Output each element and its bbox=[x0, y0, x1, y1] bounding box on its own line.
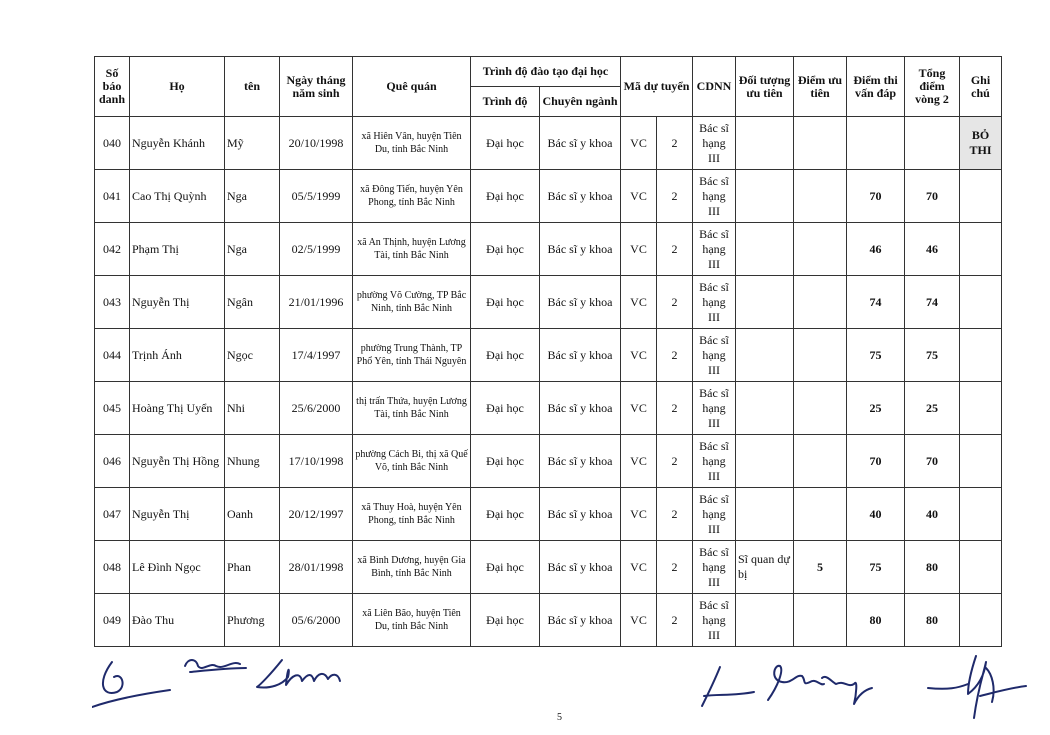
cell-trinh-do: Đại học bbox=[471, 382, 540, 435]
header-ngay-sinh: Ngày tháng năm sinh bbox=[280, 57, 353, 117]
cell-ghi-chu bbox=[960, 488, 1002, 541]
header-ten: tên bbox=[225, 57, 280, 117]
table-row bbox=[95, 541, 1002, 594]
cell-doi-tuong bbox=[736, 382, 794, 435]
cell-diem-uu-tien bbox=[794, 488, 847, 541]
cell-doi-tuong bbox=[736, 435, 794, 488]
cell-ghi-chu bbox=[960, 541, 1002, 594]
cell-doi-tuong bbox=[736, 223, 794, 276]
cell-que-quan: xã Đông Tiến, huyện Yên Phong, tỉnh Bắc Ninh bbox=[353, 170, 471, 223]
cell-ten: Mỹ bbox=[225, 117, 280, 170]
table-row bbox=[95, 594, 1002, 647]
cell-chuyen-nganh: Bác sĩ y khoa bbox=[540, 170, 621, 223]
header-trinh-do: Trình độ bbox=[471, 87, 540, 117]
cell-tong-diem: 75 bbox=[905, 329, 960, 382]
cell-tong-diem: 46 bbox=[905, 223, 960, 276]
cell-ho: Cao Thị Quỳnh bbox=[130, 170, 225, 223]
cell-ghi-chu bbox=[960, 170, 1002, 223]
cell-diem-thi: 46 bbox=[847, 223, 905, 276]
cell-trinh-do: Đại học bbox=[471, 435, 540, 488]
cell-que-quan: xã Thuy Hoà, huyện Yên Phong, tỉnh Bắc Ninh bbox=[353, 488, 471, 541]
cell-tong-diem: 80 bbox=[905, 594, 960, 647]
cell-chuyen-nganh: Bác sĩ y khoa bbox=[540, 488, 621, 541]
header-diem-uu-tien: Điểm ưu tiên bbox=[794, 57, 847, 117]
cell-chuyen-nganh: Bác sĩ y khoa bbox=[540, 594, 621, 647]
table-row bbox=[95, 435, 1002, 488]
cell-diem-thi: 75 bbox=[847, 329, 905, 382]
cell-so-bao-danh: 041 bbox=[95, 170, 130, 223]
table-row bbox=[95, 329, 1002, 382]
cell-trinh-do: Đại học bbox=[471, 488, 540, 541]
cell-ma-so: 2 bbox=[657, 382, 693, 435]
cell-ghi-chu bbox=[960, 329, 1002, 382]
signature-4 bbox=[698, 662, 758, 712]
cell-so-bao-danh: 040 bbox=[95, 117, 130, 170]
signature-7 bbox=[918, 648, 1030, 723]
cell-doi-tuong bbox=[736, 329, 794, 382]
cell-ma-du-tuyen: VC bbox=[621, 329, 657, 382]
cell-diem-uu-tien bbox=[794, 382, 847, 435]
cell-ho: Nguyễn Thị bbox=[130, 276, 225, 329]
signature-1 bbox=[92, 652, 172, 712]
cell-ghi-chu bbox=[960, 276, 1002, 329]
cell-ho: Nguyễn Khánh bbox=[130, 117, 225, 170]
cell-trinh-do: Đại học bbox=[471, 594, 540, 647]
cell-ngay-sinh: 28/01/1998 bbox=[280, 541, 353, 594]
cell-doi-tuong bbox=[736, 594, 794, 647]
cell-ngay-sinh: 02/5/1999 bbox=[280, 223, 353, 276]
cell-so-bao-danh: 046 bbox=[95, 435, 130, 488]
signature-2 bbox=[180, 654, 250, 678]
table-row bbox=[95, 488, 1002, 541]
cell-ho: Đào Thu bbox=[130, 594, 225, 647]
cell-chuyen-nganh: Bác sĩ y khoa bbox=[540, 541, 621, 594]
cell-ma-du-tuyen: VC bbox=[621, 382, 657, 435]
cell-so-bao-danh: 043 bbox=[95, 276, 130, 329]
cell-diem-thi: 80 bbox=[847, 594, 905, 647]
table-row bbox=[95, 170, 1002, 223]
header-ho: Họ bbox=[130, 57, 225, 117]
cell-ma-so: 2 bbox=[657, 276, 693, 329]
cell-que-quan: thị trấn Thứa, huyện Lương Tài, tỉnh Bắc Ninh bbox=[353, 382, 471, 435]
cell-cdnn: Bác sĩ hạng III bbox=[693, 594, 736, 647]
cell-ghi-chu bbox=[960, 382, 1002, 435]
cell-ngay-sinh: 20/12/1997 bbox=[280, 488, 353, 541]
cell-chuyen-nganh: Bác sĩ y khoa bbox=[540, 382, 621, 435]
cell-diem-thi bbox=[847, 117, 905, 170]
cell-so-bao-danh: 042 bbox=[95, 223, 130, 276]
cell-ngay-sinh: 05/5/1999 bbox=[280, 170, 353, 223]
cell-que-quan: xã Hiên Vân, huyện Tiên Du, tỉnh Bắc Ninh bbox=[353, 117, 471, 170]
cell-ten: Oanh bbox=[225, 488, 280, 541]
cell-cdnn: Bác sĩ hạng III bbox=[693, 329, 736, 382]
cell-ten: Nga bbox=[225, 170, 280, 223]
cell-ghi-chu bbox=[960, 435, 1002, 488]
cell-ma-so: 2 bbox=[657, 223, 693, 276]
header-diem-thi: Điểm thi vấn đáp bbox=[847, 57, 905, 117]
cell-ma-so: 2 bbox=[657, 329, 693, 382]
cell-diem-uu-tien bbox=[794, 170, 847, 223]
cell-ma-so: 2 bbox=[657, 435, 693, 488]
cell-so-bao-danh: 045 bbox=[95, 382, 130, 435]
cell-cdnn: Bác sĩ hạng III bbox=[693, 117, 736, 170]
cell-cdnn: Bác sĩ hạng III bbox=[693, 435, 736, 488]
table-row bbox=[95, 117, 1002, 170]
cell-ma-du-tuyen: VC bbox=[621, 435, 657, 488]
cell-diem-uu-tien bbox=[794, 594, 847, 647]
cell-ho: Nguyễn Thị Hồng bbox=[130, 435, 225, 488]
cell-ngay-sinh: 17/4/1997 bbox=[280, 329, 353, 382]
cell-cdnn: Bác sĩ hạng III bbox=[693, 276, 736, 329]
cell-que-quan: phường Trung Thành, TP Phổ Yên, tỉnh Thái Nguyên bbox=[353, 329, 471, 382]
header-doi-tuong: Đối tượng ưu tiên bbox=[736, 57, 794, 117]
cell-ngay-sinh: 21/01/1996 bbox=[280, 276, 353, 329]
cell-ho: Nguyễn Thị bbox=[130, 488, 225, 541]
cell-trinh-do: Đại học bbox=[471, 170, 540, 223]
cell-ngay-sinh: 17/10/1998 bbox=[280, 435, 353, 488]
results-table bbox=[94, 56, 1002, 647]
table-body bbox=[95, 117, 1002, 647]
cell-tong-diem: 70 bbox=[905, 170, 960, 223]
cell-diem-uu-tien bbox=[794, 223, 847, 276]
cell-ten: Ngọc bbox=[225, 329, 280, 382]
header-ghi-chu: Ghi chú bbox=[960, 57, 1002, 117]
cell-so-bao-danh: 049 bbox=[95, 594, 130, 647]
cell-tong-diem: 80 bbox=[905, 541, 960, 594]
header-chuyen-nganh: Chuyên ngành bbox=[540, 87, 621, 117]
cell-trinh-do: Đại học bbox=[471, 329, 540, 382]
cell-diem-uu-tien: 5 bbox=[794, 541, 847, 594]
cell-ngay-sinh: 25/6/2000 bbox=[280, 382, 353, 435]
cell-trinh-do: Đại học bbox=[471, 541, 540, 594]
cell-ho: Lê Đình Ngọc bbox=[130, 541, 225, 594]
cell-tong-diem bbox=[905, 117, 960, 170]
cell-doi-tuong bbox=[736, 117, 794, 170]
cell-cdnn: Bác sĩ hạng III bbox=[693, 223, 736, 276]
cell-ma-so: 2 bbox=[657, 541, 693, 594]
cell-diem-thi: 74 bbox=[847, 276, 905, 329]
cell-cdnn: Bác sĩ hạng III bbox=[693, 488, 736, 541]
cell-ma-so: 2 bbox=[657, 488, 693, 541]
cell-ghi-chu: BỎ THI bbox=[960, 117, 1002, 170]
signature-3 bbox=[252, 655, 347, 700]
header-que-quan: Quê quán bbox=[353, 57, 471, 117]
cell-so-bao-danh: 044 bbox=[95, 329, 130, 382]
page-number: 5 bbox=[557, 712, 562, 723]
cell-chuyen-nganh: Bác sĩ y khoa bbox=[540, 223, 621, 276]
cell-ngay-sinh: 20/10/1998 bbox=[280, 117, 353, 170]
cell-ghi-chu bbox=[960, 594, 1002, 647]
cell-tong-diem: 74 bbox=[905, 276, 960, 329]
cell-trinh-do: Đại học bbox=[471, 117, 540, 170]
cell-tong-diem: 70 bbox=[905, 435, 960, 488]
header-so-bao-danh: Số báo danh bbox=[95, 57, 130, 117]
cell-chuyen-nganh: Bác sĩ y khoa bbox=[540, 276, 621, 329]
cell-ma-so: 2 bbox=[657, 170, 693, 223]
cell-ten: Nga bbox=[225, 223, 280, 276]
table-header bbox=[95, 57, 1002, 117]
cell-trinh-do: Đại học bbox=[471, 223, 540, 276]
cell-diem-uu-tien bbox=[794, 117, 847, 170]
cell-diem-thi: 70 bbox=[847, 435, 905, 488]
header-tong-diem: Tổng điểm vòng 2 bbox=[905, 57, 960, 117]
cell-ghi-chu bbox=[960, 223, 1002, 276]
cell-diem-uu-tien bbox=[794, 435, 847, 488]
cell-que-quan: phường Võ Cường, TP Bắc Ninh, tỉnh Bắc Ninh bbox=[353, 276, 471, 329]
cell-ten: Phương bbox=[225, 594, 280, 647]
cell-doi-tuong: Sĩ quan dự bị bbox=[736, 541, 794, 594]
cell-trinh-do: Đại học bbox=[471, 276, 540, 329]
cell-chuyen-nganh: Bác sĩ y khoa bbox=[540, 329, 621, 382]
cell-ma-du-tuyen: VC bbox=[621, 594, 657, 647]
cell-ma-du-tuyen: VC bbox=[621, 488, 657, 541]
cell-diem-thi: 25 bbox=[847, 382, 905, 435]
cell-ma-so: 2 bbox=[657, 594, 693, 647]
cell-chuyen-nganh: Bác sĩ y khoa bbox=[540, 117, 621, 170]
cell-tong-diem: 25 bbox=[905, 382, 960, 435]
cell-ho: Phạm Thị bbox=[130, 223, 225, 276]
table-row bbox=[95, 382, 1002, 435]
cell-ma-du-tuyen: VC bbox=[621, 170, 657, 223]
cell-doi-tuong bbox=[736, 276, 794, 329]
cell-cdnn: Bác sĩ hạng III bbox=[693, 382, 736, 435]
cell-cdnn: Bác sĩ hạng III bbox=[693, 170, 736, 223]
cell-ma-du-tuyen: VC bbox=[621, 276, 657, 329]
cell-que-quan: xã Liên Bão, huyện Tiên Du, tỉnh Bắc Ninh bbox=[353, 594, 471, 647]
cell-so-bao-danh: 048 bbox=[95, 541, 130, 594]
cell-diem-uu-tien bbox=[794, 276, 847, 329]
table-row bbox=[95, 223, 1002, 276]
cell-ho: Trịnh Ánh bbox=[130, 329, 225, 382]
cell-doi-tuong bbox=[736, 488, 794, 541]
cell-diem-uu-tien bbox=[794, 329, 847, 382]
header-trinh-do-group: Trình độ đào tạo đại học bbox=[471, 57, 621, 87]
cell-que-quan: phường Cách Bi, thị xã Quế Võ, tỉnh Bắc Ninh bbox=[353, 435, 471, 488]
cell-chuyen-nganh: Bác sĩ y khoa bbox=[540, 435, 621, 488]
cell-que-quan: xã An Thịnh, huyện Lương Tài, tỉnh Bắc Ninh bbox=[353, 223, 471, 276]
cell-ma-du-tuyen: VC bbox=[621, 223, 657, 276]
header-cdnn: CDNN bbox=[693, 57, 736, 117]
table-row bbox=[95, 276, 1002, 329]
cell-diem-thi: 75 bbox=[847, 541, 905, 594]
cell-ten: Phan bbox=[225, 541, 280, 594]
cell-cdnn: Bác sĩ hạng III bbox=[693, 541, 736, 594]
cell-ma-du-tuyen: VC bbox=[621, 117, 657, 170]
cell-ten: Nhi bbox=[225, 382, 280, 435]
cell-diem-thi: 70 bbox=[847, 170, 905, 223]
cell-ngay-sinh: 05/6/2000 bbox=[280, 594, 353, 647]
cell-so-bao-danh: 047 bbox=[95, 488, 130, 541]
cell-ma-du-tuyen: VC bbox=[621, 541, 657, 594]
cell-ho: Hoàng Thị Uyển bbox=[130, 382, 225, 435]
cell-que-quan: xã Bình Dương, huyện Gia Bình, tỉnh Bắc Ninh bbox=[353, 541, 471, 594]
cell-ten: Ngân bbox=[225, 276, 280, 329]
cell-ten: Nhung bbox=[225, 435, 280, 488]
cell-doi-tuong bbox=[736, 170, 794, 223]
cell-ma-so: 2 bbox=[657, 117, 693, 170]
signature-6 bbox=[818, 670, 878, 710]
cell-diem-thi: 40 bbox=[847, 488, 905, 541]
cell-tong-diem: 40 bbox=[905, 488, 960, 541]
header-ma-du-tuyen: Mã dự tuyển bbox=[621, 57, 693, 117]
